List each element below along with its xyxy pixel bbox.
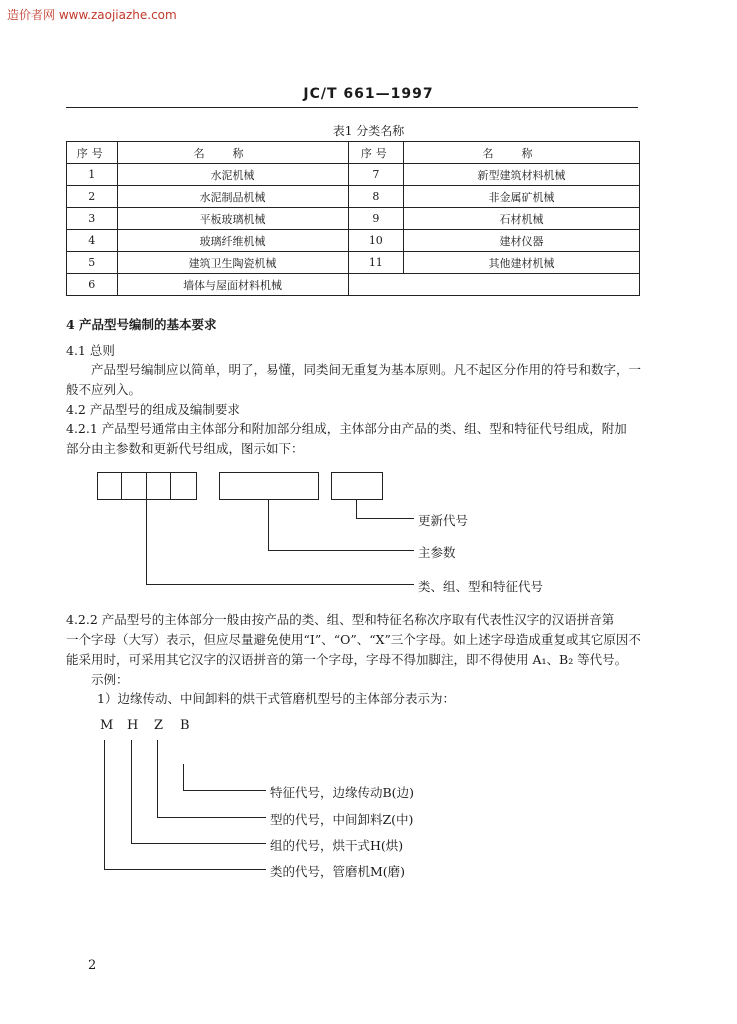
cell-no: 2 xyxy=(67,186,118,208)
cell-name: 非金属矿机械 xyxy=(404,186,640,208)
table-row xyxy=(67,208,640,230)
page-number: 2 xyxy=(88,958,97,973)
paragraph-line: 产品型号编制应以简单，明了，易懂，同类间无重复为基本原则。凡不起区分作用的符号和数字，一 xyxy=(91,362,642,377)
leader-line xyxy=(131,740,132,844)
letter-b: B xyxy=(180,718,190,733)
header-rule xyxy=(66,107,638,108)
header-name-2: 名称 xyxy=(404,142,640,164)
leader-line xyxy=(131,843,266,844)
paragraph-line: 能采用时，可采用其它汉字的汉语拼音的第一个字母，字母不得加脚注，即不得使用 A₁、B₂ 等代号。 xyxy=(66,652,628,667)
cell-no: 8 xyxy=(348,186,404,208)
classification-table xyxy=(66,141,640,296)
label-update-code: 更新代号 xyxy=(418,513,469,528)
cell-name: 水泥机械 xyxy=(117,164,348,186)
table-row xyxy=(67,164,640,186)
table-row xyxy=(67,230,640,252)
cell-name: 水泥制品机械 xyxy=(117,186,348,208)
paragraph-line: 部分由主参数和更新代号组成，图示如下： xyxy=(66,441,304,456)
box-divider xyxy=(121,472,122,500)
cell-name: 其他建材机械 xyxy=(404,252,640,274)
table-row xyxy=(67,186,640,208)
letter-m: M xyxy=(100,718,114,733)
header-no-2: 序号 xyxy=(348,142,404,164)
cell-no: 9 xyxy=(348,208,404,230)
leader-line xyxy=(356,518,414,519)
header-name-1: 名称 xyxy=(117,142,348,164)
table-row xyxy=(67,252,640,274)
example-label: 示例： xyxy=(91,672,129,687)
cell-no: 7 xyxy=(348,164,404,186)
leader-line xyxy=(268,499,269,551)
leader-line xyxy=(157,740,158,818)
section-4-1-heading: 4.1 总则 xyxy=(66,343,115,358)
label-group-code: 组的代号，烘干式H(烘) xyxy=(270,838,404,853)
section-4-2-heading: 4.2 产品型号的组成及编制要求 xyxy=(66,402,240,417)
update-code-box xyxy=(331,472,383,500)
label-main-parameter: 主参数 xyxy=(418,545,456,560)
paragraph-line: 4.2.2 产品型号的主体部分一般由按产品的类、组、型和特征名称次序取有代表性汉字的汉语拼音第 xyxy=(66,612,615,627)
main-part-box xyxy=(97,472,197,500)
table-caption: 表1 分类名称 xyxy=(332,124,405,138)
main-parameter-box xyxy=(219,472,319,500)
cell-no: 3 xyxy=(67,208,118,230)
cell-no: 6 xyxy=(67,274,118,296)
table-row xyxy=(67,274,640,296)
cell-name: 墙体与屋面材料机械 xyxy=(117,274,348,296)
cell-name: 新型建筑材料机械 xyxy=(404,164,640,186)
cell-no: 10 xyxy=(348,230,404,252)
box-divider xyxy=(170,472,171,500)
leader-line xyxy=(157,817,266,818)
cell-name: 建材仪器 xyxy=(404,230,640,252)
cell-no: 1 xyxy=(67,164,118,186)
leader-line xyxy=(146,499,147,585)
leader-line xyxy=(356,499,357,519)
leader-line xyxy=(268,550,414,551)
leader-line xyxy=(183,764,184,791)
cell-empty xyxy=(348,274,639,296)
label-type-code: 型的代号，中间卸料Z(中) xyxy=(270,812,414,827)
leader-line xyxy=(104,869,266,870)
header-no-1: 序号 xyxy=(67,142,118,164)
box-divider xyxy=(146,472,147,500)
table-header-row xyxy=(67,142,640,164)
letter-h: H xyxy=(127,718,139,733)
paragraph-line: 一个字母（大写）表示，但应尽量避免使用“I”、“O”、“X”三个字母。如上述字母造成重复或其它原因不 xyxy=(66,632,641,647)
watermark: 造价者网 www.zaojiazhe.com xyxy=(7,8,177,22)
paragraph-line: 般不应列入。 xyxy=(66,382,142,397)
label-feature-code: 特征代号，边缘传动B(边) xyxy=(270,785,414,800)
leader-line xyxy=(104,740,105,870)
letter-z: Z xyxy=(154,718,164,733)
leader-line xyxy=(183,790,266,791)
cell-no: 11 xyxy=(348,252,404,274)
example-1-text: 1）边缘传动、中间卸料的烘干式管磨机型号的主体部分表示为： xyxy=(97,691,455,706)
cell-name: 石材机械 xyxy=(404,208,640,230)
leader-line xyxy=(146,584,414,585)
cell-name: 玻璃纤维机械 xyxy=(117,230,348,252)
paragraph-line: 4.2.1 产品型号通常由主体部分和附加部分组成，主体部分由产品的类、组、型和特征代号组成，附加 xyxy=(66,421,627,436)
cell-name: 平板玻璃机械 xyxy=(117,208,348,230)
label-class-code: 类的代号，管磨机M(磨) xyxy=(270,864,406,879)
standard-number: JC/T 661—1997 xyxy=(303,86,434,102)
label-main-part-codes: 类、组、型和特征代号 xyxy=(418,579,544,594)
cell-no: 4 xyxy=(67,230,118,252)
section-4-heading: 4 产品型号编制的基本要求 xyxy=(66,317,217,332)
cell-name: 建筑卫生陶瓷机械 xyxy=(117,252,348,274)
cell-no: 5 xyxy=(67,252,118,274)
